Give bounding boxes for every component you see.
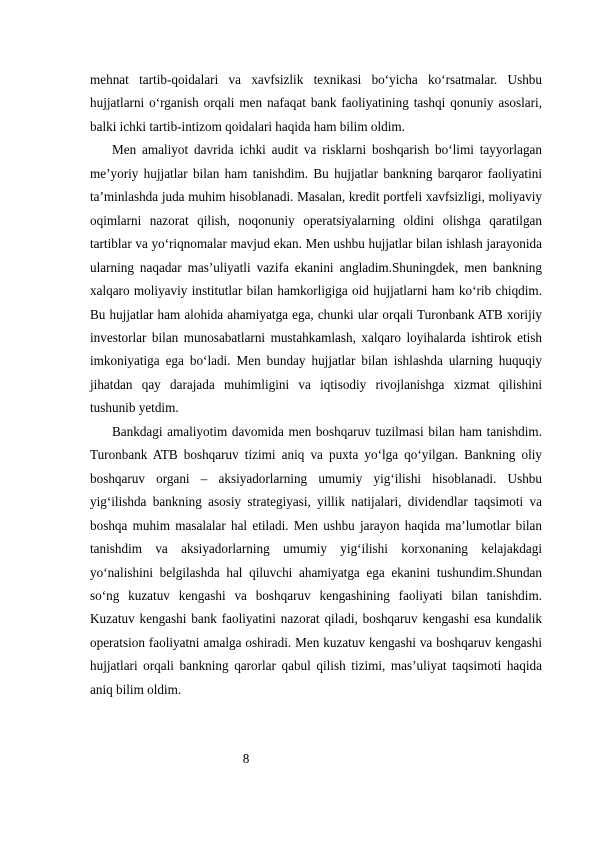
paragraph-governance-structure: Bankdagi amaliyotim davomida men boshqaruv tuzilmasi bilan ham tanishdim. Turonbank ATB boshqaruv tizimi aniq va puxta yo‘lga qo‘yilgan. Bankning oliy boshqaruv organi – aksiyadorlarning umumiy yig‘ilishi hisoblanadi. Ushbu yig‘ilishda bankning asosiy strategiyasi, yillik natijalari, dividendlar taqsimoti va boshqa muhim masalalar hal etiladi. Men ushbu jarayon haqida ma’lumotlar bilan tanishdim va aksiyadorlarning umumiy yig‘ilishi korxonaning kelajakdagi yo‘nalishini belgilashda hal qiluvchi ahamiyatga ega ekanini tushundim.Shundan so‘ng kuzatuv kengashi va boshqaruv kengashining faoliyati bilan tanishdim. Kuzatuv kengashi bank faoliyatini nazorat qiladi, boshqaruv kengashi esa kundalik operatsion faoliyatni amalga oshiradi. Men kuzatuv kengashi va boshqaruv kengashi hujjatlari orqali bankning qarorlar qabul qilish tizimi, mas’uliyat taqsimoti haqida aniq bilim oldim. xyxy=(90,423,542,697)
paragraph-continuation: mehnat tartib-qoidalari va xavfsizlik texnikasi bo‘yicha ko‘rsatmalar. Ushbu hujjatlarni o‘rganish orqali men nafaqat bank faoliyatining tashqi qonuniy asoslari, balki ichki tartib-intizom qoidalari haqida ham bilim oldim. xyxy=(90,72,542,134)
body-text xyxy=(90,68,542,701)
paragraph-normative-documents: Men amaliyot davrida ichki audit va risklarni boshqarish bo‘limi tayyorlagan me’yoriy hujjatlar bilan ham tanishdim. Bu hujjatlar bankning barqaror faoliyatini ta’minlashda juda muhim hisoblanadi. Masalan, kredit portfeli xavfsizligi, moliyaviy oqimlarni nazorat qilish, noqonuniy operatsiyalarning oldini olishga qaratilgan tartiblar va yo‘riqnomalar mavjud ekan. Men ushbu hujjatlar bilan ishlash jarayonida ularning naqadar mas’uliyatli vazifa ekanini angladim.Shuningdek, men bankning xalqaro moliyaviy institutlar bilan hamkorligiga oid hujjatlarni ham ko‘rib chiqdim. Bu hujjatlar ham alohida ahamiyatga ega, chunki ular orqali Turonbank ATB xorijiy investorlar bilan munosabatlarni mustahkamlash, xalqaro loyihalarda ishtirok etish imkoniyatiga ega bo‘ladi. Men bunday hujjatlar bilan ishlashda ularning huquqiy jihatdan qay darajada muhimligini va iqtisodiy rivojlanishga xizmat qilishini tushunib yetdim. xyxy=(90,142,542,416)
page-number: 8 xyxy=(242,751,250,766)
